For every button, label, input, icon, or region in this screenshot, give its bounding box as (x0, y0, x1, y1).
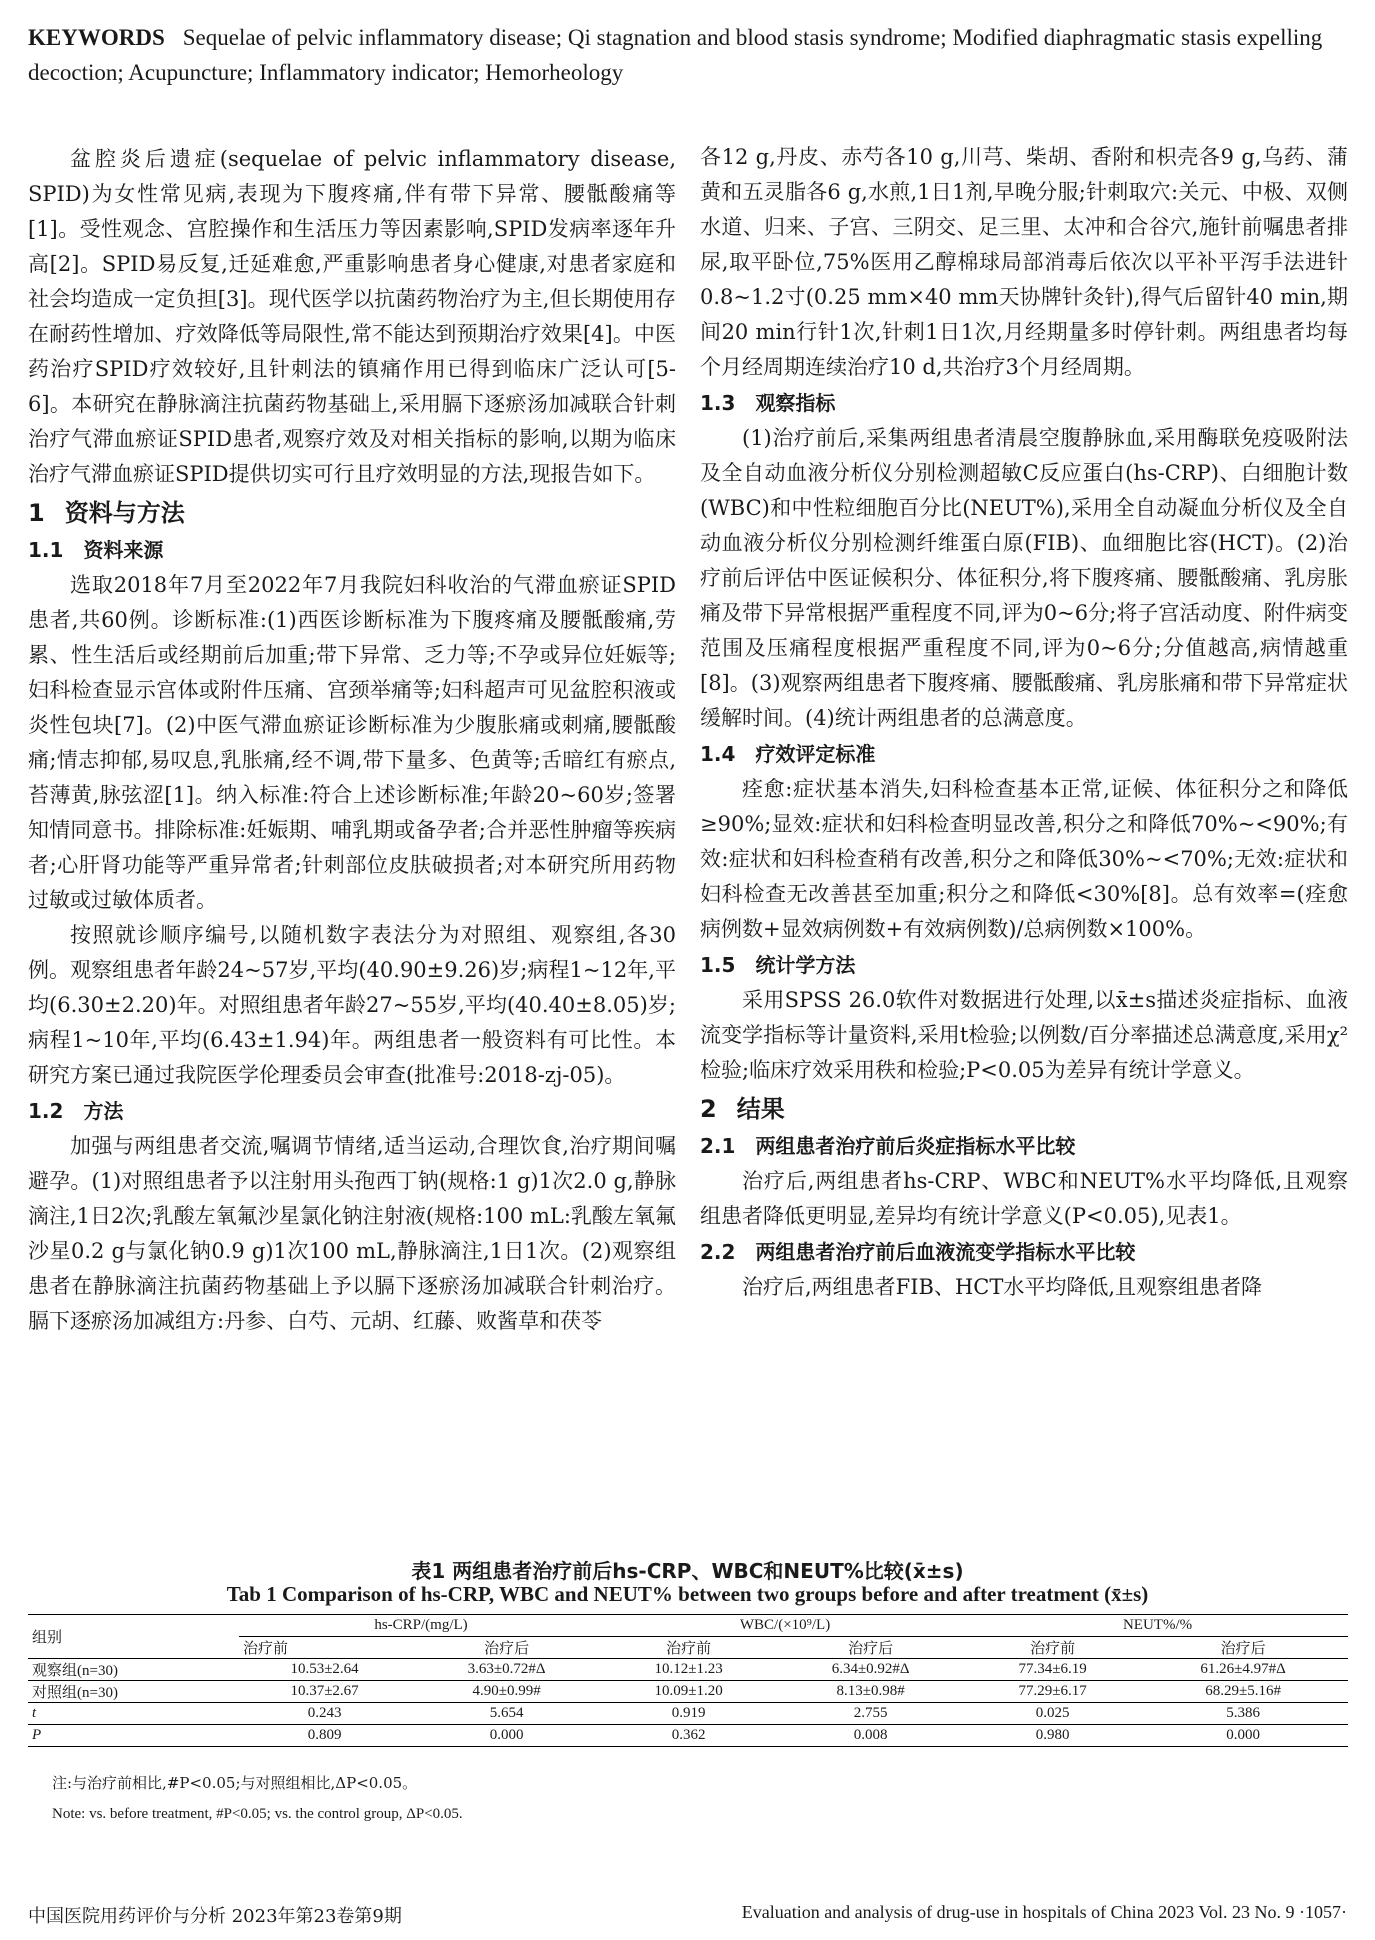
table-cell: 5.654 (489, 1705, 524, 1721)
table-cell: 0.000 (1226, 1727, 1260, 1743)
footer-journal-cn: 中国医院用药评价与分析 2023年第23卷第9期 (28, 1906, 402, 1927)
table-subheader: 治疗前 (242, 1641, 288, 1657)
table-row-label: t (32, 1705, 37, 1721)
result-2-2-paragraph: 治疗后,两组患者FIB、HCT水平均降低,且观察组患者降 (742, 1275, 1263, 1299)
table-cell: 10.37±2.67 (290, 1683, 359, 1699)
left-column (28, 142, 676, 1339)
result-2-1-paragraph: 治疗后,两组患者hs-CRP、WBC和NEUT%水平均降低,且观察组患者降低更明显,差异均有统计学意义(P<0.05),见表1。 (700, 1169, 1348, 1228)
table-cell: 0.362 (671, 1727, 706, 1743)
keywords-text: Sequelae of pelvic inflammatory disease; Qi stagnation and blood stasis syndrome; Modified diaphragmatic stasis expelling decoction; Acupuncture; Inflammatory indicator; Hemorheology (28, 25, 1323, 85)
table-cell: 2.755 (853, 1705, 888, 1721)
table-subheader: 治疗前 (666, 1641, 712, 1657)
section-2-1-heading: 2.1 两组患者治疗前后炎症指标水平比较 (700, 1134, 1076, 1158)
source-paragraph: 选取2018年7月至2022年7月我院妇科收治的气滞血瘀证SPID患者,共60例。诊断标准:(1)西医诊断标准为下腹疼痛及腰骶酸痛,劳累、性生活后或经期前后加重;带下异常、乏力等;不孕或异位妊娠等;妇科检查显示宫体或附件压痛、宫颈举痛等;妇科超声可见盆腔积液或炎性包块[7]。(2)中医气滞血瘀证诊断标准为少腹胀痛或刺痛,腰骶酸痛;情志抑郁,易叹息,乳胀痛,经不调,带下量多、色黄等;舌暗红有瘀点,苔薄黄,脉弦涩[1]。纳入标准:符合上述诊断标准;年龄20~60岁;签署知情同意书。排除标准:妊娠期、哺乳期或备孕者;合并恶性肿瘤等疾病者;心肝肾功能等严重异常者;针刺部位皮肤破损者;对本研究所用药物过敏或过敏体质者。 (28, 573, 676, 912)
section-1-3-heading: 1.3 观察指标 (700, 391, 836, 415)
table-cell: 0.025 (1035, 1705, 1070, 1721)
table-row-label: 观察组(n=30) (32, 1663, 118, 1679)
table-cell: 0.243 (307, 1705, 342, 1721)
table-cell: 10.53±2.64 (290, 1661, 359, 1677)
table-subheader: 治疗后 (484, 1641, 530, 1657)
table-row (28, 1681, 1348, 1703)
table-cell: 6.34±0.92#Δ (831, 1661, 910, 1677)
table-cell: 68.29±5.16# (1205, 1683, 1281, 1699)
table-cell: 0.919 (671, 1705, 706, 1721)
footer-journal-en: Evaluation and analysis of drug-use in hospitals of China 2023 Vol. 23 No. 9 ·1057· (741, 1902, 1347, 1922)
table-cell: 10.09±1.20 (654, 1683, 723, 1699)
method-continued-paragraph: 各12 g,丹皮、赤芍各10 g,川芎、柴胡、香附和枳壳各9 g,乌药、蒲黄和五灵脂各6 g,水煎,1日1剂,早晚分服;针刺取穴:关元、中极、双侧水道、归来、子宫、三阴交、足三里、太冲和合谷穴,施针前嘱患者排尿,取平卧位,75%医用乙醇棉球局部消毒后依次以平补平泻手法进针0.8~1.2寸(0.25 mm×40 mm天协牌针灸针),得气后留针40 min,期间20 min行针1次,针刺1日1次,月经期量多时停针刺。两组患者均每个月经周期连续治疗10 d,共治疗3个月经周期。 (700, 145, 1348, 379)
section-1-4-heading: 1.4 疗效评定标准 (700, 742, 876, 766)
table-subheader: 治疗前 (1030, 1641, 1076, 1657)
table-cell: 3.63±0.72#Δ (467, 1661, 546, 1677)
table-subheader: 治疗后 (1220, 1641, 1266, 1657)
table-measure-header: hs-CRP/(mg/L) (239, 1615, 603, 1637)
intro-paragraph: 盆腔炎后遗症(sequelae of pelvic inflammatory disease, SPID)为女性常见病,表现为下腹疼痛,伴有带下异常、腰骶酸痛等[1]。受性观念、宫腔操作和生活压力等因素影响,SPID发病率逐年升高[2]。SPID易反复,迁延难愈,严重影响患者身心健康,对患者家庭和社会均造成一定负担[3]。现代医学以抗菌药物治疗为主,但长期使用存在耐药性增加、疗效降低等局限性,常不能达到预期治疗效果[4]。中医药治疗SPID疗效较好,且针刺法的镇痛作用已得到临床广泛认可[5-6]。本研究在静脉滴注抗菌药物基础上,采用膈下逐瘀汤加减联合针刺治疗气滞血瘀证SPID患者,观察疗效及对相关指标的影响,以期为临床治疗气滞血瘀证SPID提供切实可行且疗效明显的方法,现报告如下。 (28, 147, 676, 486)
table-caption-cn: 表1 两组患者治疗前后hs-CRP、WBC和NEUT%比较(x̄±s) (411, 1559, 964, 1583)
section-1-5-heading: 1.5 统计学方法 (700, 953, 856, 977)
table-cell: 5.386 (1226, 1705, 1260, 1721)
table-row (28, 1703, 1348, 1725)
table-row (28, 1725, 1348, 1747)
table-row-label: 对照组(n=30) (32, 1685, 118, 1701)
section-1-1-heading: 1.1 资料来源 (28, 538, 164, 562)
observation-paragraph: (1)治疗前后,采集两组患者清晨空腹静脉血,采用酶联免疫吸附法及全自动血液分析仪分别检测超敏C反应蛋白(hs-CRP)、白细胞计数(WBC)和中性粒细胞百分比(NEUT%),采用全自动凝血分析仪及全自动血液分析仪分别检测纤维蛋白原(FIB)、血细胞比容(HCT)。(2)治疗前后评估中医证候积分、体征积分,将下腹疼痛、腰骶酸痛、乳房胀痛及带下异常根据严重程度不同,评为0~6分;将子宫活动度、附件病变范围及压痛程度根据严重程度不同,评为0~6分;分值越高,病情越重[8]。(3)观察两组患者下腹疼痛、腰骶酸痛、乳房胀痛和带下异常症状缓解时间。(4)统计两组患者的总满意度。 (700, 426, 1348, 730)
table-cell: 0.980 (1035, 1727, 1070, 1743)
section-1-heading: 1 资料与方法 (28, 499, 185, 527)
table-cell: 10.12±1.23 (654, 1661, 723, 1677)
keywords-label: KEYWORDS (28, 25, 165, 50)
efficacy-paragraph: 痊愈:症状基本消失,妇科检查基本正常,证候、体征积分之和降低≥90%;显效:症状和妇科检查明显改善,积分之和降低70%~<90%;有效:症状和妇科检查稍有改善,积分之和降低30%~<70%;无效:症状和妇科检查无改善甚至加重;积分之和降低<30%[8]。总有效率=(痊愈病例数+显效病例数+有效病例数)/总病例数×100%。 (700, 777, 1348, 941)
table-subheader: 治疗后 (848, 1641, 894, 1657)
table-row (28, 1659, 1348, 1681)
table-cell: 77.29±6.17 (1018, 1683, 1087, 1699)
table-caption-en: Tab 1 Comparison of hs-CRP, WBC and NEUT% between two groups before and after treatment (x̄±s) (226, 1582, 1149, 1606)
table-cell: 4.90±0.99# (472, 1683, 541, 1699)
section-2-2-heading: 2.2 两组患者治疗前后血液流变学指标水平比较 (700, 1240, 1136, 1264)
table-note-cn: 注:与治疗前相比,#P<0.05;与对照组相比,ΔP<0.05。 (52, 1774, 418, 1792)
table-cell: 0.809 (307, 1727, 342, 1743)
keywords (28, 20, 1348, 90)
section-1-2-heading: 1.2 方法 (28, 1099, 124, 1123)
right-column (700, 140, 1348, 1305)
groups-paragraph: 按照就诊顺序编号,以随机数字表法分为对照组、观察组,各30例。观察组患者年龄24~57岁,平均(40.90±9.26)岁;病程1~12年,平均(6.30±2.20)年。对照组患者年龄27~55岁,平均(40.40±8.05)岁;病程1~10年,平均(6.43±1.94)年。两组患者一般资料有可比性。本研究方案已通过我院医学伦理委员会审查(批准号:2018-zj-05)。 (28, 923, 676, 1087)
table-group-header: 组别 (28, 1615, 239, 1659)
table-note-en: Note: vs. before treatment, #P<0.05; vs. the control group, ΔP<0.05. (52, 1806, 463, 1822)
table-cell: 0.000 (489, 1727, 524, 1743)
table-cell: 77.34±6.19 (1018, 1661, 1087, 1677)
statistics-paragraph: 采用SPSS 26.0软件对数据进行处理,以x̄±s描述炎症指标、血液流变学指标等计量资料,采用t检验;以例数/百分率描述总满意度,采用χ²检验;临床疗效采用秩和检验;P<0.05为差异有统计学意义。 (700, 988, 1348, 1082)
table-row-label: P (32, 1727, 42, 1743)
section-2-heading: 2 结果 (700, 1095, 785, 1123)
method-paragraph: 加强与两组患者交流,嘱调节情绪,适当运动,合理饮食,治疗期间嘱避孕。(1)对照组患者予以注射用头孢西丁钠(规格:1 g)1次2.0 g,静脉滴注,1日2次;乳酸左氧氟沙星氯化钠注射液(规格:100 mL:乳酸左氧氟沙星0.2 g与氯化钠0.9 g)1次100 mL,静脉滴注,1日1次。(2)观察组患者在静脉滴注抗菌药物基础上予以膈下逐瘀汤加减联合针刺治疗。膈下逐瘀汤加减组方:丹参、白芍、元胡、红藤、败酱草和茯苓 (28, 1134, 676, 1333)
table-measure-header: WBC/(×10⁹/L) (603, 1615, 967, 1637)
table-measure-header: NEUT%/% (967, 1615, 1348, 1637)
table-cell: 8.13±0.98# (836, 1683, 905, 1699)
table-cell: 61.26±4.97#Δ (1200, 1661, 1286, 1677)
results-table (28, 1614, 1348, 1747)
table-cell: 0.008 (853, 1727, 888, 1743)
